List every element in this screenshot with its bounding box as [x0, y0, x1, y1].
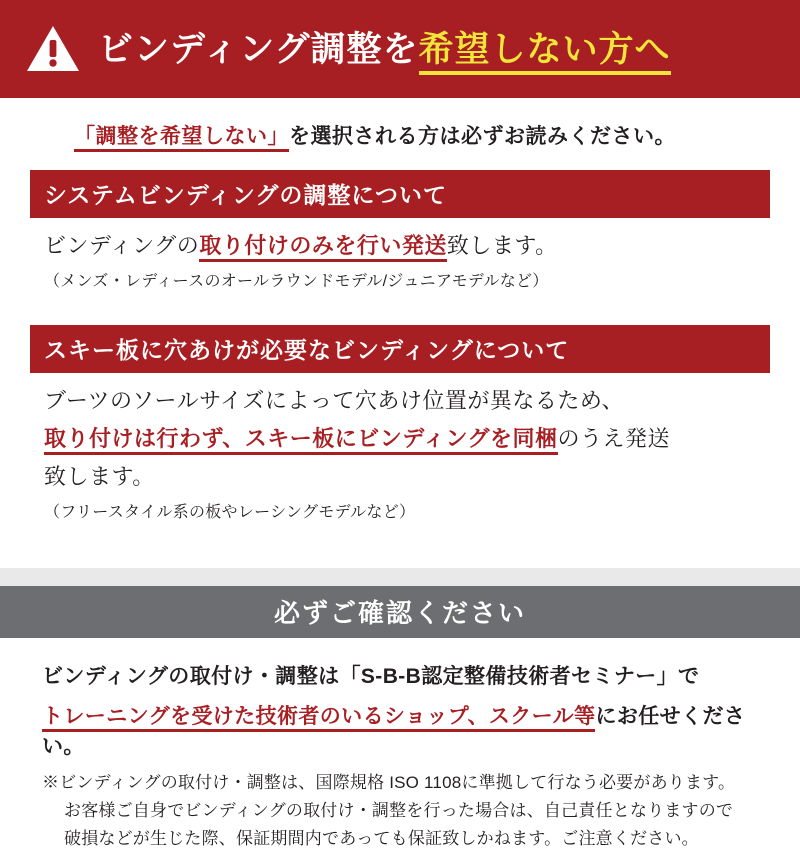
block2-line2: [44, 423, 770, 455]
section2-body: [0, 638, 800, 865]
block1-note: （メンズ・レディースのオールラウンドモデル/ジュニアモデルなど）: [44, 272, 549, 290]
lead-rest: を選択される方は必ずお読みください。: [289, 125, 676, 148]
subheading-system-binding: システムビンディングの調整について: [30, 170, 770, 218]
disclaimer-line1: ※ビンディングの取付け・調整は、国際規格 ISO 1108に準拠して行なう必要があります。: [42, 772, 736, 792]
warning-triangle-icon: [26, 24, 80, 74]
section2-line2-post: にお任せください。: [42, 704, 746, 758]
lead-underlined: 「調整を希望しない」: [74, 125, 289, 152]
section1-body: [0, 98, 800, 568]
block1-body-underlined: 取り付けのみを行い発送: [199, 233, 447, 262]
banner-title-highlight: 希望しない方へ: [419, 30, 671, 75]
lead-text: [74, 120, 770, 150]
banner-title-plain: ビンディング調整を: [98, 29, 419, 69]
section2-line2: [42, 700, 766, 760]
disclaimer-line3: 破損などが生じた際、保証期間内であっても保証致しかねます。ご注意ください。: [64, 829, 699, 849]
red-banner: [0, 0, 800, 98]
banner-title: [98, 29, 671, 69]
section2-line1: ビンディングの取付け・調整は「S-B-B認定整備技術者セミナー」で: [42, 664, 700, 688]
grey-banner-title: 必ずご確認ください: [273, 598, 526, 629]
block2-line2-underlined: 取り付けは行わず、スキー板にビンディングを同梱: [44, 426, 558, 455]
block1-body: [44, 230, 770, 262]
subheading-drilling-binding: スキー板に穴あけが必要なビンディングについて: [30, 325, 770, 373]
block2-note: （フリースタイル系の板やレーシングモデルなど）: [44, 503, 416, 521]
block1-body-pre: ビンディングの: [44, 233, 200, 258]
disclaimer-line2: お客様ご自身でビンディングの取付け・調整を行った場合は、自己責任となりますので: [64, 800, 734, 820]
grey-banner: [0, 586, 800, 638]
block1-body-post: 致します。: [446, 233, 558, 258]
section2-line2-underlined: トレーニングを受けた技術者のいるショップ、スクール等: [42, 705, 595, 732]
block2-line3: 致します。: [44, 463, 155, 489]
block2-line1: ブーツのソールサイズによって穴あけ位置が異なるため、: [44, 387, 624, 413]
section-divider: [0, 568, 800, 586]
block2-line2-post: のうえ発送: [557, 425, 671, 451]
